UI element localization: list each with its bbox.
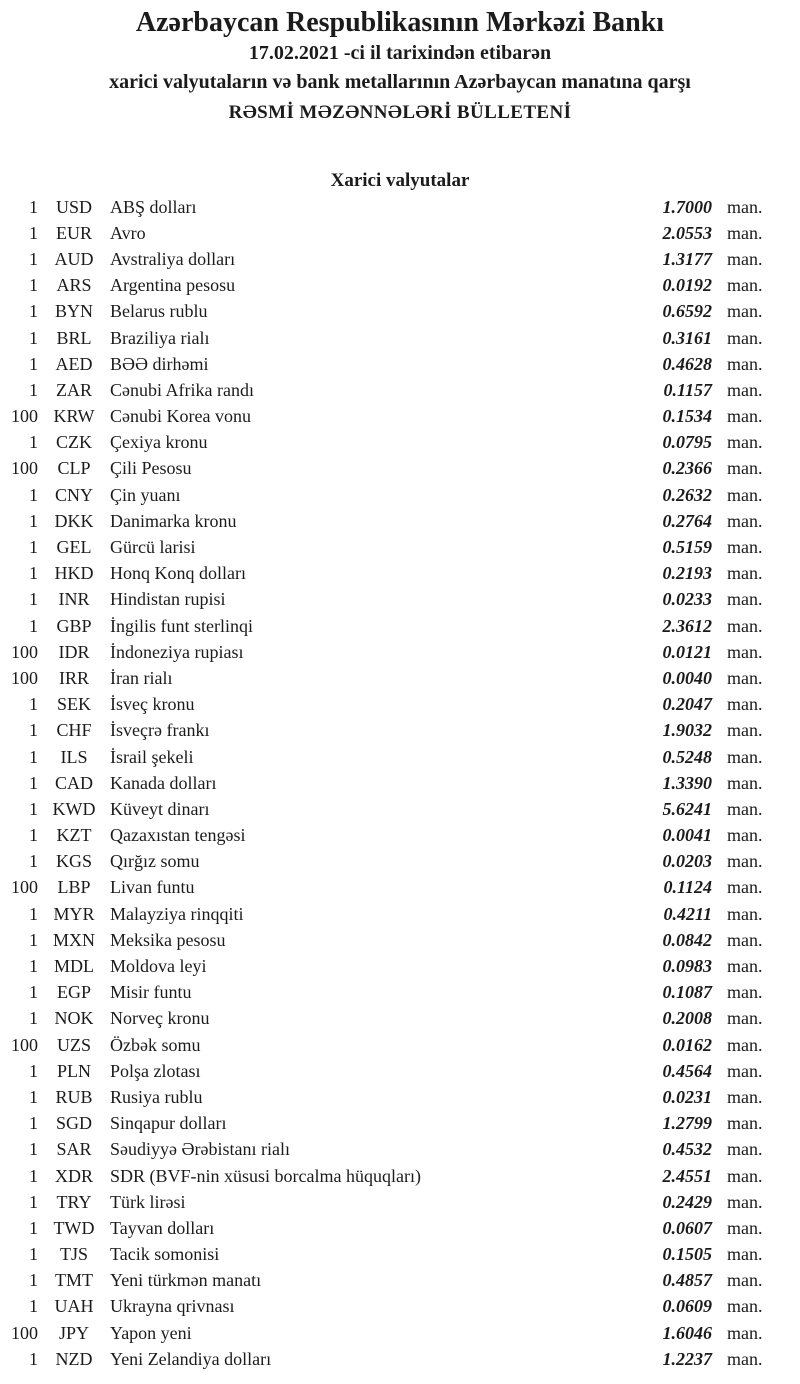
unit-label-cell: man.	[727, 903, 763, 924]
unit-label-cell: man.	[727, 1244, 763, 1265]
currency-code-cell: JPY	[58, 1322, 89, 1343]
quantity-cell: 1	[29, 1113, 38, 1134]
unit-label-cell: man.	[727, 641, 763, 662]
currency-code-cell: EGP	[56, 982, 91, 1003]
rate-row	[0, 823, 800, 849]
unit-label-cell: man.	[727, 327, 763, 348]
currency-name-cell: Tayvan dolları	[110, 1217, 215, 1238]
rate-row	[0, 220, 800, 246]
currency-name-cell: Meksika pesosu	[110, 929, 226, 950]
rate-value-cell: 0.0231	[662, 1086, 712, 1107]
rate-value-cell: 5.6241	[662, 798, 712, 819]
currency-code-cell: IRR	[58, 667, 89, 688]
currency-code-cell: MDL	[54, 956, 94, 977]
rate-value-cell: 0.0121	[662, 641, 712, 662]
rate-value-cell: 1.2237	[662, 1348, 712, 1369]
currency-name-cell: SDR (BVF-nin xüsusi borcalma hüquqları)	[110, 1165, 421, 1186]
currency-name-cell: Özbək somu	[110, 1034, 201, 1055]
quantity-cell: 1	[29, 196, 38, 217]
currency-code-cell: TMT	[55, 1270, 93, 1291]
currency-code-cell: HKD	[54, 563, 94, 584]
rate-value-cell: 0.4564	[662, 1060, 712, 1081]
exchange-rates-table	[0, 194, 800, 1372]
unit-label-cell: man.	[727, 851, 763, 872]
rate-value-cell: 0.5248	[662, 746, 712, 767]
currency-name-cell: Argentina pesosu	[110, 275, 236, 296]
unit-label-cell: man.	[727, 563, 763, 584]
quantity-cell: 1	[29, 379, 38, 400]
rate-row	[0, 901, 800, 927]
rate-row	[0, 718, 800, 744]
rate-row	[0, 1163, 800, 1189]
quantity-cell: 1	[29, 563, 38, 584]
currency-name-cell: Səudiyyə Ərəbistanı rialı	[110, 1139, 290, 1160]
rate-value-cell: 0.5159	[662, 537, 712, 558]
rate-row	[0, 1294, 800, 1320]
rate-row	[0, 508, 800, 534]
rate-value-cell: 0.1505	[662, 1244, 712, 1265]
currency-name-cell: Qazaxıstan tengəsi	[110, 825, 246, 846]
currency-name-cell: Çili Pesosu	[110, 458, 192, 479]
quantity-cell: 100	[11, 458, 38, 479]
quantity-cell: 100	[11, 1322, 38, 1343]
rate-value-cell: 2.0553	[662, 222, 712, 243]
currency-name-cell: Moldova leyi	[110, 956, 207, 977]
quantity-cell: 1	[29, 301, 38, 322]
bulletin-header	[0, 0, 800, 128]
currency-code-cell: SEK	[56, 694, 91, 715]
effective-date-line: 17.02.2021 -ci il tarixindən etibarən	[248, 42, 552, 64]
rate-value-cell: 0.1087	[662, 982, 712, 1003]
quantity-cell: 1	[29, 353, 38, 374]
rate-row	[0, 744, 800, 770]
currency-code-cell: PLN	[56, 1060, 91, 1081]
quantity-cell: 1	[29, 929, 38, 950]
currency-name-cell: Yeni türkmən manatı	[110, 1270, 262, 1291]
unit-label-cell: man.	[727, 720, 763, 741]
currency-code-cell: INR	[58, 589, 90, 610]
rate-value-cell: 0.0842	[662, 929, 712, 950]
quantity-cell: 1	[29, 327, 38, 348]
rate-value-cell: 0.3161	[662, 327, 712, 348]
quantity-cell: 1	[29, 1217, 38, 1238]
currency-name-cell: Misir funtu	[110, 982, 192, 1003]
unit-label-cell: man.	[727, 982, 763, 1003]
currency-code-cell: EUR	[56, 222, 92, 243]
rate-value-cell: 0.2632	[662, 484, 712, 505]
unit-label-cell: man.	[727, 667, 763, 688]
quantity-cell: 100	[11, 1034, 38, 1055]
unit-label-cell: man.	[727, 929, 763, 950]
rate-row	[0, 1268, 800, 1294]
unit-label-cell: man.	[727, 510, 763, 531]
rate-row	[0, 325, 800, 351]
rate-value-cell: 0.2429	[662, 1191, 712, 1212]
unit-label-cell: man.	[727, 275, 763, 296]
rate-row	[0, 351, 800, 377]
currency-code-cell: AED	[55, 353, 93, 374]
rate-value-cell: 2.4551	[662, 1165, 712, 1186]
currency-name-cell: Polşa zlotası	[110, 1060, 201, 1081]
currency-name-cell: Çexiya kronu	[110, 432, 208, 453]
quantity-cell: 1	[29, 851, 38, 872]
rate-value-cell: 1.3177	[662, 248, 712, 269]
rate-value-cell: 0.1124	[663, 877, 712, 898]
rate-row	[0, 849, 800, 875]
quantity-cell: 1	[29, 825, 38, 846]
currency-code-cell: DKK	[54, 510, 94, 531]
currency-code-cell: ARS	[56, 275, 92, 296]
unit-label-cell: man.	[727, 196, 763, 217]
rate-row	[0, 534, 800, 560]
subject-line: xarici valyutaların və bank metallarının Azərbaycan manatına qarşı	[109, 71, 691, 93]
currency-name-cell: İndoneziya rupiası	[110, 641, 244, 662]
quantity-cell: 100	[11, 667, 38, 688]
unit-label-cell: man.	[727, 432, 763, 453]
quantity-cell: 1	[29, 903, 38, 924]
quantity-cell: 1	[29, 956, 38, 977]
rate-row	[0, 1189, 800, 1215]
currency-code-cell: MXN	[52, 929, 95, 950]
currency-code-cell: GBP	[56, 615, 92, 636]
quantity-cell: 1	[29, 1139, 38, 1160]
rate-value-cell: 2.3612	[662, 615, 712, 636]
currency-code-cell: CAD	[54, 772, 93, 793]
bank-name-title: Azərbaycan Respublikasının Mərkəzi Bankı	[135, 7, 665, 38]
rate-value-cell: 0.2764	[662, 510, 712, 531]
currency-code-cell: XDR	[54, 1165, 93, 1186]
rate-row	[0, 561, 800, 587]
rate-value-cell: 0.0795	[662, 432, 712, 453]
currency-name-cell: Avro	[110, 222, 146, 243]
currency-name-cell: Malayziya rinqqiti	[110, 903, 244, 924]
quantity-cell: 1	[29, 772, 38, 793]
unit-label-cell: man.	[727, 798, 763, 819]
rate-value-cell: 0.0041	[662, 825, 712, 846]
unit-label-cell: man.	[727, 694, 763, 715]
currency-code-cell: SAR	[56, 1139, 92, 1160]
currency-code-cell: KGS	[55, 851, 92, 872]
rate-row	[0, 665, 800, 691]
rate-value-cell: 0.0233	[662, 589, 712, 610]
quantity-cell: 1	[29, 982, 38, 1003]
currency-name-cell: Yeni Zelandiya dolları	[110, 1348, 272, 1369]
quantity-cell: 1	[29, 248, 38, 269]
rate-row	[0, 1006, 800, 1032]
currency-code-cell: CLP	[57, 458, 91, 479]
unit-label-cell: man.	[727, 301, 763, 322]
rate-row	[0, 1032, 800, 1058]
currency-code-cell: AUD	[54, 248, 94, 269]
quantity-cell: 100	[11, 877, 38, 898]
unit-label-cell: man.	[727, 615, 763, 636]
quantity-cell: 1	[29, 589, 38, 610]
currency-code-cell: KZT	[56, 825, 92, 846]
currency-name-cell: Ukrayna qrivnası	[110, 1296, 235, 1317]
unit-label-cell: man.	[727, 353, 763, 374]
rate-row	[0, 770, 800, 796]
rate-row	[0, 1320, 800, 1346]
currency-name-cell: Cənubi Korea vonu	[110, 406, 251, 427]
quantity-cell: 1	[29, 1348, 38, 1369]
quantity-cell: 1	[29, 1191, 38, 1212]
currency-name-cell: Danimarka kronu	[110, 510, 237, 531]
rate-row	[0, 1084, 800, 1110]
unit-label-cell: man.	[727, 1322, 763, 1343]
unit-label-cell: man.	[727, 1191, 763, 1212]
rate-row	[0, 1346, 800, 1372]
quantity-cell: 1	[29, 720, 38, 741]
currency-code-cell: SGD	[55, 1113, 92, 1134]
quantity-cell: 1	[29, 1244, 38, 1265]
currency-name-cell: Qırğız somu	[110, 851, 200, 872]
rate-row	[0, 980, 800, 1006]
rate-row	[0, 1242, 800, 1268]
rate-row	[0, 404, 800, 430]
unit-label-cell: man.	[727, 1296, 763, 1317]
currency-code-cell: IDR	[58, 641, 90, 662]
currency-code-cell: LBP	[57, 877, 91, 898]
unit-label-cell: man.	[727, 379, 763, 400]
currency-name-cell: Cənubi Afrika randı	[110, 379, 254, 400]
section-title-foreign-currencies: Xarici valyutalar	[330, 170, 470, 191]
currency-code-cell: USD	[55, 196, 92, 217]
rate-row	[0, 587, 800, 613]
rate-row	[0, 482, 800, 508]
rate-row	[0, 613, 800, 639]
rate-row	[0, 1058, 800, 1084]
currency-name-cell: Tacik somonisi	[110, 1244, 220, 1265]
quantity-cell: 1	[29, 746, 38, 767]
unit-label-cell: man.	[727, 537, 763, 558]
currency-name-cell: Honq Konq dolları	[110, 563, 246, 584]
currency-code-cell: ZAR	[56, 379, 92, 400]
currency-code-cell: BYN	[54, 301, 93, 322]
quantity-cell: 1	[29, 1296, 38, 1317]
quantity-cell: 1	[29, 694, 38, 715]
rate-row	[0, 194, 800, 220]
rate-value-cell: 0.4857	[662, 1270, 712, 1291]
currency-name-cell: Livan funtu	[110, 877, 195, 898]
currency-name-cell: Çin yuanı	[110, 484, 181, 505]
unit-label-cell: man.	[727, 1348, 763, 1369]
currency-name-cell: Kanada dolları	[110, 772, 217, 793]
rate-row	[0, 875, 800, 901]
currency-code-cell: ILS	[60, 746, 88, 767]
currency-name-cell: İsveç kronu	[110, 694, 195, 715]
rate-value-cell: 0.2366	[662, 458, 712, 479]
rate-value-cell: 0.4211	[663, 903, 712, 924]
currency-name-cell: İngilis funt sterlinqi	[110, 615, 253, 636]
unit-label-cell: man.	[727, 222, 763, 243]
quantity-cell: 1	[29, 1270, 38, 1291]
rate-row	[0, 273, 800, 299]
quantity-cell: 1	[29, 1060, 38, 1081]
rate-value-cell: 1.6046	[662, 1322, 712, 1343]
unit-label-cell: man.	[727, 589, 763, 610]
unit-label-cell: man.	[727, 1270, 763, 1291]
bulletin-title: RƏSMİ MƏZƏNNƏLƏRİ BÜLLETENİ	[228, 102, 572, 123]
unit-label-cell: man.	[727, 484, 763, 505]
rate-row	[0, 796, 800, 822]
rate-row	[0, 692, 800, 718]
currency-name-cell: Hindistan rupisi	[110, 589, 226, 610]
rate-value-cell: 0.0607	[662, 1217, 712, 1238]
unit-label-cell: man.	[727, 1217, 763, 1238]
unit-label-cell: man.	[727, 746, 763, 767]
rate-value-cell: 0.1534	[662, 406, 712, 427]
rate-row	[0, 1111, 800, 1137]
unit-label-cell: man.	[727, 1165, 763, 1186]
currency-name-cell: Belarus rublu	[110, 301, 208, 322]
rate-row	[0, 953, 800, 979]
rate-row	[0, 377, 800, 403]
unit-label-cell: man.	[727, 1139, 763, 1160]
currency-code-cell: CZK	[56, 432, 92, 453]
unit-label-cell: man.	[727, 772, 763, 793]
currency-name-cell: Norveç kronu	[110, 1008, 210, 1029]
rate-value-cell: 0.0192	[662, 275, 712, 296]
quantity-cell: 1	[29, 1165, 38, 1186]
currency-name-cell: Küveyt dinarı	[110, 798, 210, 819]
currency-code-cell: TRY	[56, 1191, 92, 1212]
unit-label-cell: man.	[727, 1034, 763, 1055]
currency-name-cell: Türk lirəsi	[110, 1191, 186, 1212]
rate-row	[0, 927, 800, 953]
quantity-cell: 100	[11, 406, 38, 427]
unit-label-cell: man.	[727, 825, 763, 846]
rate-value-cell: 0.0983	[662, 956, 712, 977]
currency-name-cell: Yapon yeni	[110, 1322, 192, 1343]
rate-row	[0, 456, 800, 482]
quantity-cell: 1	[29, 615, 38, 636]
unit-label-cell: man.	[727, 1086, 763, 1107]
rate-value-cell: 1.9032	[662, 720, 712, 741]
quantity-cell: 1	[29, 1086, 38, 1107]
quantity-cell: 1	[29, 1008, 38, 1029]
rate-value-cell: 0.4532	[662, 1139, 712, 1160]
currency-code-cell: BRL	[56, 327, 92, 348]
currency-name-cell: Sinqapur dolları	[110, 1113, 227, 1134]
rate-value-cell: 0.6592	[662, 301, 712, 322]
currency-code-cell: KRW	[53, 406, 95, 427]
currency-code-cell: UAH	[54, 1296, 94, 1317]
currency-name-cell: BƏƏ dirhəmi	[110, 353, 209, 374]
rate-value-cell: 1.7000	[662, 196, 712, 217]
unit-label-cell: man.	[727, 956, 763, 977]
currency-code-cell: KWD	[52, 798, 96, 819]
rate-value-cell: 0.0609	[662, 1296, 712, 1317]
currency-name-cell: Avstraliya dolları	[110, 248, 236, 269]
rate-value-cell: 1.2799	[662, 1113, 712, 1134]
currency-code-cell: MYR	[53, 903, 95, 924]
rate-value-cell: 0.0203	[662, 851, 712, 872]
currency-code-cell: UZS	[56, 1034, 91, 1055]
rate-value-cell: 0.2193	[662, 563, 712, 584]
unit-label-cell: man.	[727, 1060, 763, 1081]
rate-value-cell: 0.0040	[662, 667, 712, 688]
currency-code-cell: RUB	[55, 1086, 93, 1107]
rate-value-cell: 0.4628	[662, 353, 712, 374]
currency-name-cell: ABŞ dolları	[110, 196, 197, 217]
currency-code-cell: NOK	[54, 1008, 94, 1029]
currency-code-cell: CHF	[56, 720, 92, 741]
currency-name-cell: İran rialı	[110, 667, 173, 688]
quantity-cell: 1	[29, 222, 38, 243]
currency-code-cell: TJS	[59, 1244, 88, 1265]
unit-label-cell: man.	[727, 1113, 763, 1134]
currency-name-cell: Gürcü larisi	[110, 537, 196, 558]
rate-value-cell: 1.3390	[662, 772, 712, 793]
quantity-cell: 100	[11, 641, 38, 662]
quantity-cell: 1	[29, 484, 38, 505]
rate-row	[0, 299, 800, 325]
rate-row	[0, 246, 800, 272]
rate-value-cell: 0.2008	[662, 1008, 712, 1029]
quantity-cell: 1	[29, 432, 38, 453]
rate-row	[0, 1137, 800, 1163]
currency-name-cell: İsveçrə frankı	[110, 720, 210, 741]
currency-code-cell: TWD	[53, 1217, 95, 1238]
unit-label-cell: man.	[727, 877, 763, 898]
currency-name-cell: Rusiya rublu	[110, 1086, 203, 1107]
quantity-cell: 1	[29, 275, 38, 296]
rate-value-cell: 0.0162	[662, 1034, 712, 1055]
unit-label-cell: man.	[727, 406, 763, 427]
currency-name-cell: Braziliya rialı	[110, 327, 210, 348]
rate-row	[0, 639, 800, 665]
unit-label-cell: man.	[727, 458, 763, 479]
quantity-cell: 1	[29, 798, 38, 819]
currency-name-cell: İsrail şekeli	[110, 746, 194, 767]
unit-label-cell: man.	[727, 1008, 763, 1029]
currency-code-cell: CNY	[54, 484, 93, 505]
unit-label-cell: man.	[727, 248, 763, 269]
currency-code-cell: GEL	[56, 537, 92, 558]
currency-code-cell: NZD	[55, 1348, 93, 1369]
rate-row	[0, 430, 800, 456]
rate-row	[0, 1215, 800, 1241]
quantity-cell: 1	[29, 510, 38, 531]
rate-value-cell: 0.2047	[662, 694, 712, 715]
rate-value-cell: 0.1157	[663, 379, 712, 400]
quantity-cell: 1	[29, 537, 38, 558]
